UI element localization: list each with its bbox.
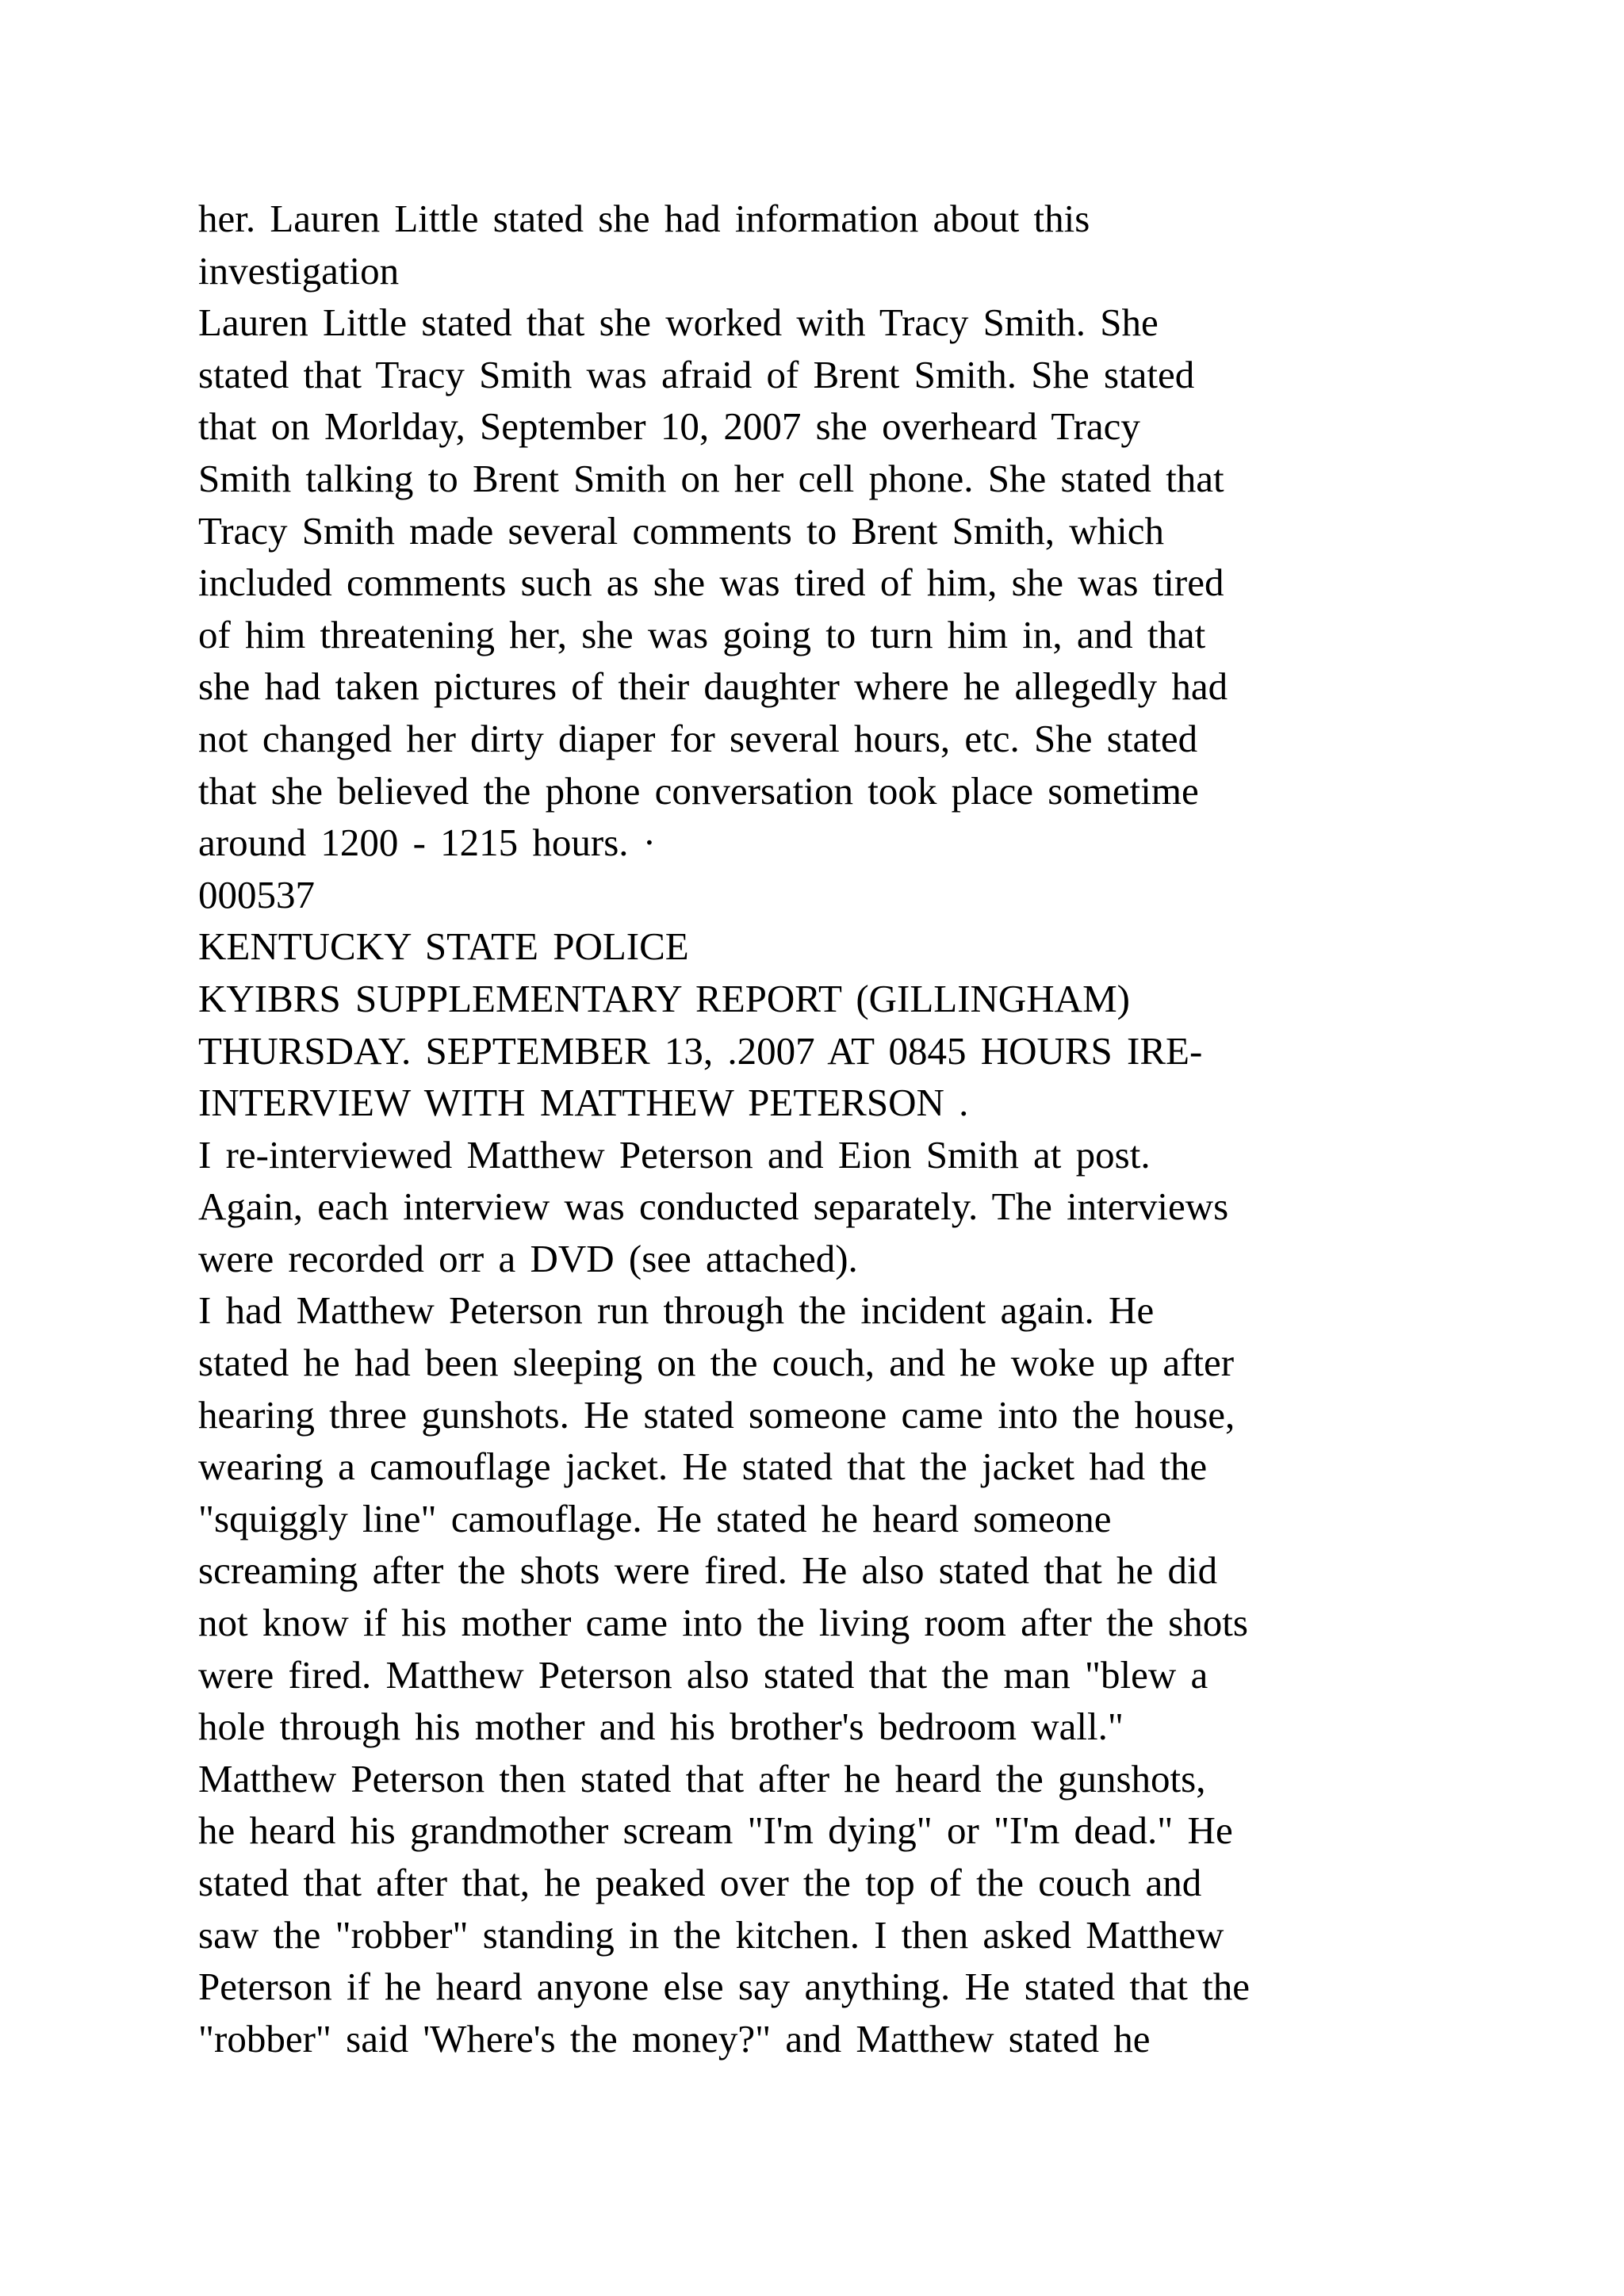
- text-line: not changed her dirty diaper for several hours, etc. She stated: [198, 716, 1198, 760]
- text-line: stated that Tracy Smith was afraid of Brent Smith. She stated: [198, 352, 1195, 396]
- text-line: wearing a camouflage jacket. He stated that the jacket had the: [198, 1445, 1208, 1489]
- text-line: INTERVIEW WITH MATTHEW PETERSON .: [198, 1081, 969, 1125]
- text-line: KYIBRS SUPPLEMENTARY REPORT (GILLINGHAM): [198, 976, 1130, 1020]
- text-line: hole through his mother and his brother's bedroom wall.": [198, 1705, 1124, 1749]
- text-line: Smith talking to Brent Smith on her cell phone. She stated that: [198, 456, 1224, 500]
- text-line: "squiggly line" camouflage. He stated he heard someone: [198, 1496, 1112, 1540]
- text-line: Peterson if he heard anyone else say anything. He stated that the: [198, 1965, 1250, 2009]
- text-line: saw the "robber" standing in the kitchen. I then asked Matthew: [198, 1912, 1224, 1957]
- text-line: he heard his grandmother scream "I'm dying" or "I'm dead." He: [198, 1808, 1233, 1853]
- text-line: were fired. Matthew Peterson also stated that the man "blew a: [198, 1652, 1208, 1697]
- text-line: her. Lauren Little stated she had information about this: [198, 197, 1090, 240]
- text-line: I re-interviewed Matthew Peterson and Eion Smith at post.: [198, 1132, 1151, 1177]
- text-line: THURSDAY. SEPTEMBER 13, .2007 AT 0845 HOURS IRE-: [198, 1028, 1203, 1073]
- text-line: not know if his mother came into the living room after the shots: [198, 1601, 1248, 1645]
- text-line: Matthew Peterson then stated that after he heard the gunshots,: [198, 1756, 1206, 1800]
- text-line: around 1200 - 1215 hours. ·: [198, 821, 657, 865]
- text-line: stated that after that, he peaked over the top of the couch and: [198, 1861, 1202, 1904]
- text-line: "robber" said 'Where's the money?" and Matthew stated he: [198, 2016, 1151, 2061]
- text-line: included comments such as she was tired of him, she was tired: [198, 561, 1224, 605]
- text-line: stated he had been sleeping on the couch, and he woke up after: [198, 1341, 1235, 1385]
- text-line: Again, each interview was conducted separately. The interviews: [198, 1184, 1229, 1229]
- text-line: 000537: [198, 872, 315, 916]
- text-line: I had Matthew Peterson run through the incident again. He: [198, 1288, 1155, 1333]
- text-line: hearing three gunshots. He stated someone came into the house,: [198, 1392, 1235, 1437]
- text-line: of him threatening her, she was going to turn him in, and that: [198, 612, 1206, 656]
- text-line: investigation: [198, 248, 400, 293]
- text-line: KENTUCKY STATE POLICE: [198, 924, 689, 969]
- text-line: that on Morlday, September 10, 2007 she overheard Tracy: [198, 404, 1140, 449]
- text-line: screaming after the shots were fired. He also stated that he did: [198, 1548, 1218, 1593]
- text-line: that she believed the phone conversation took place sometime: [198, 768, 1199, 813]
- text-line: she had taken pictures of their daughter where he allegedly had: [198, 664, 1228, 709]
- report-text-body: [198, 193, 1530, 2064]
- text-line: Tracy Smith made several comments to Brent Smith, which: [198, 508, 1164, 553]
- text-line: Lauren Little stated that she worked with Tracy Smith. She: [198, 300, 1159, 345]
- text-line: were recorded orr a DVD (see attached).: [198, 1236, 858, 1280]
